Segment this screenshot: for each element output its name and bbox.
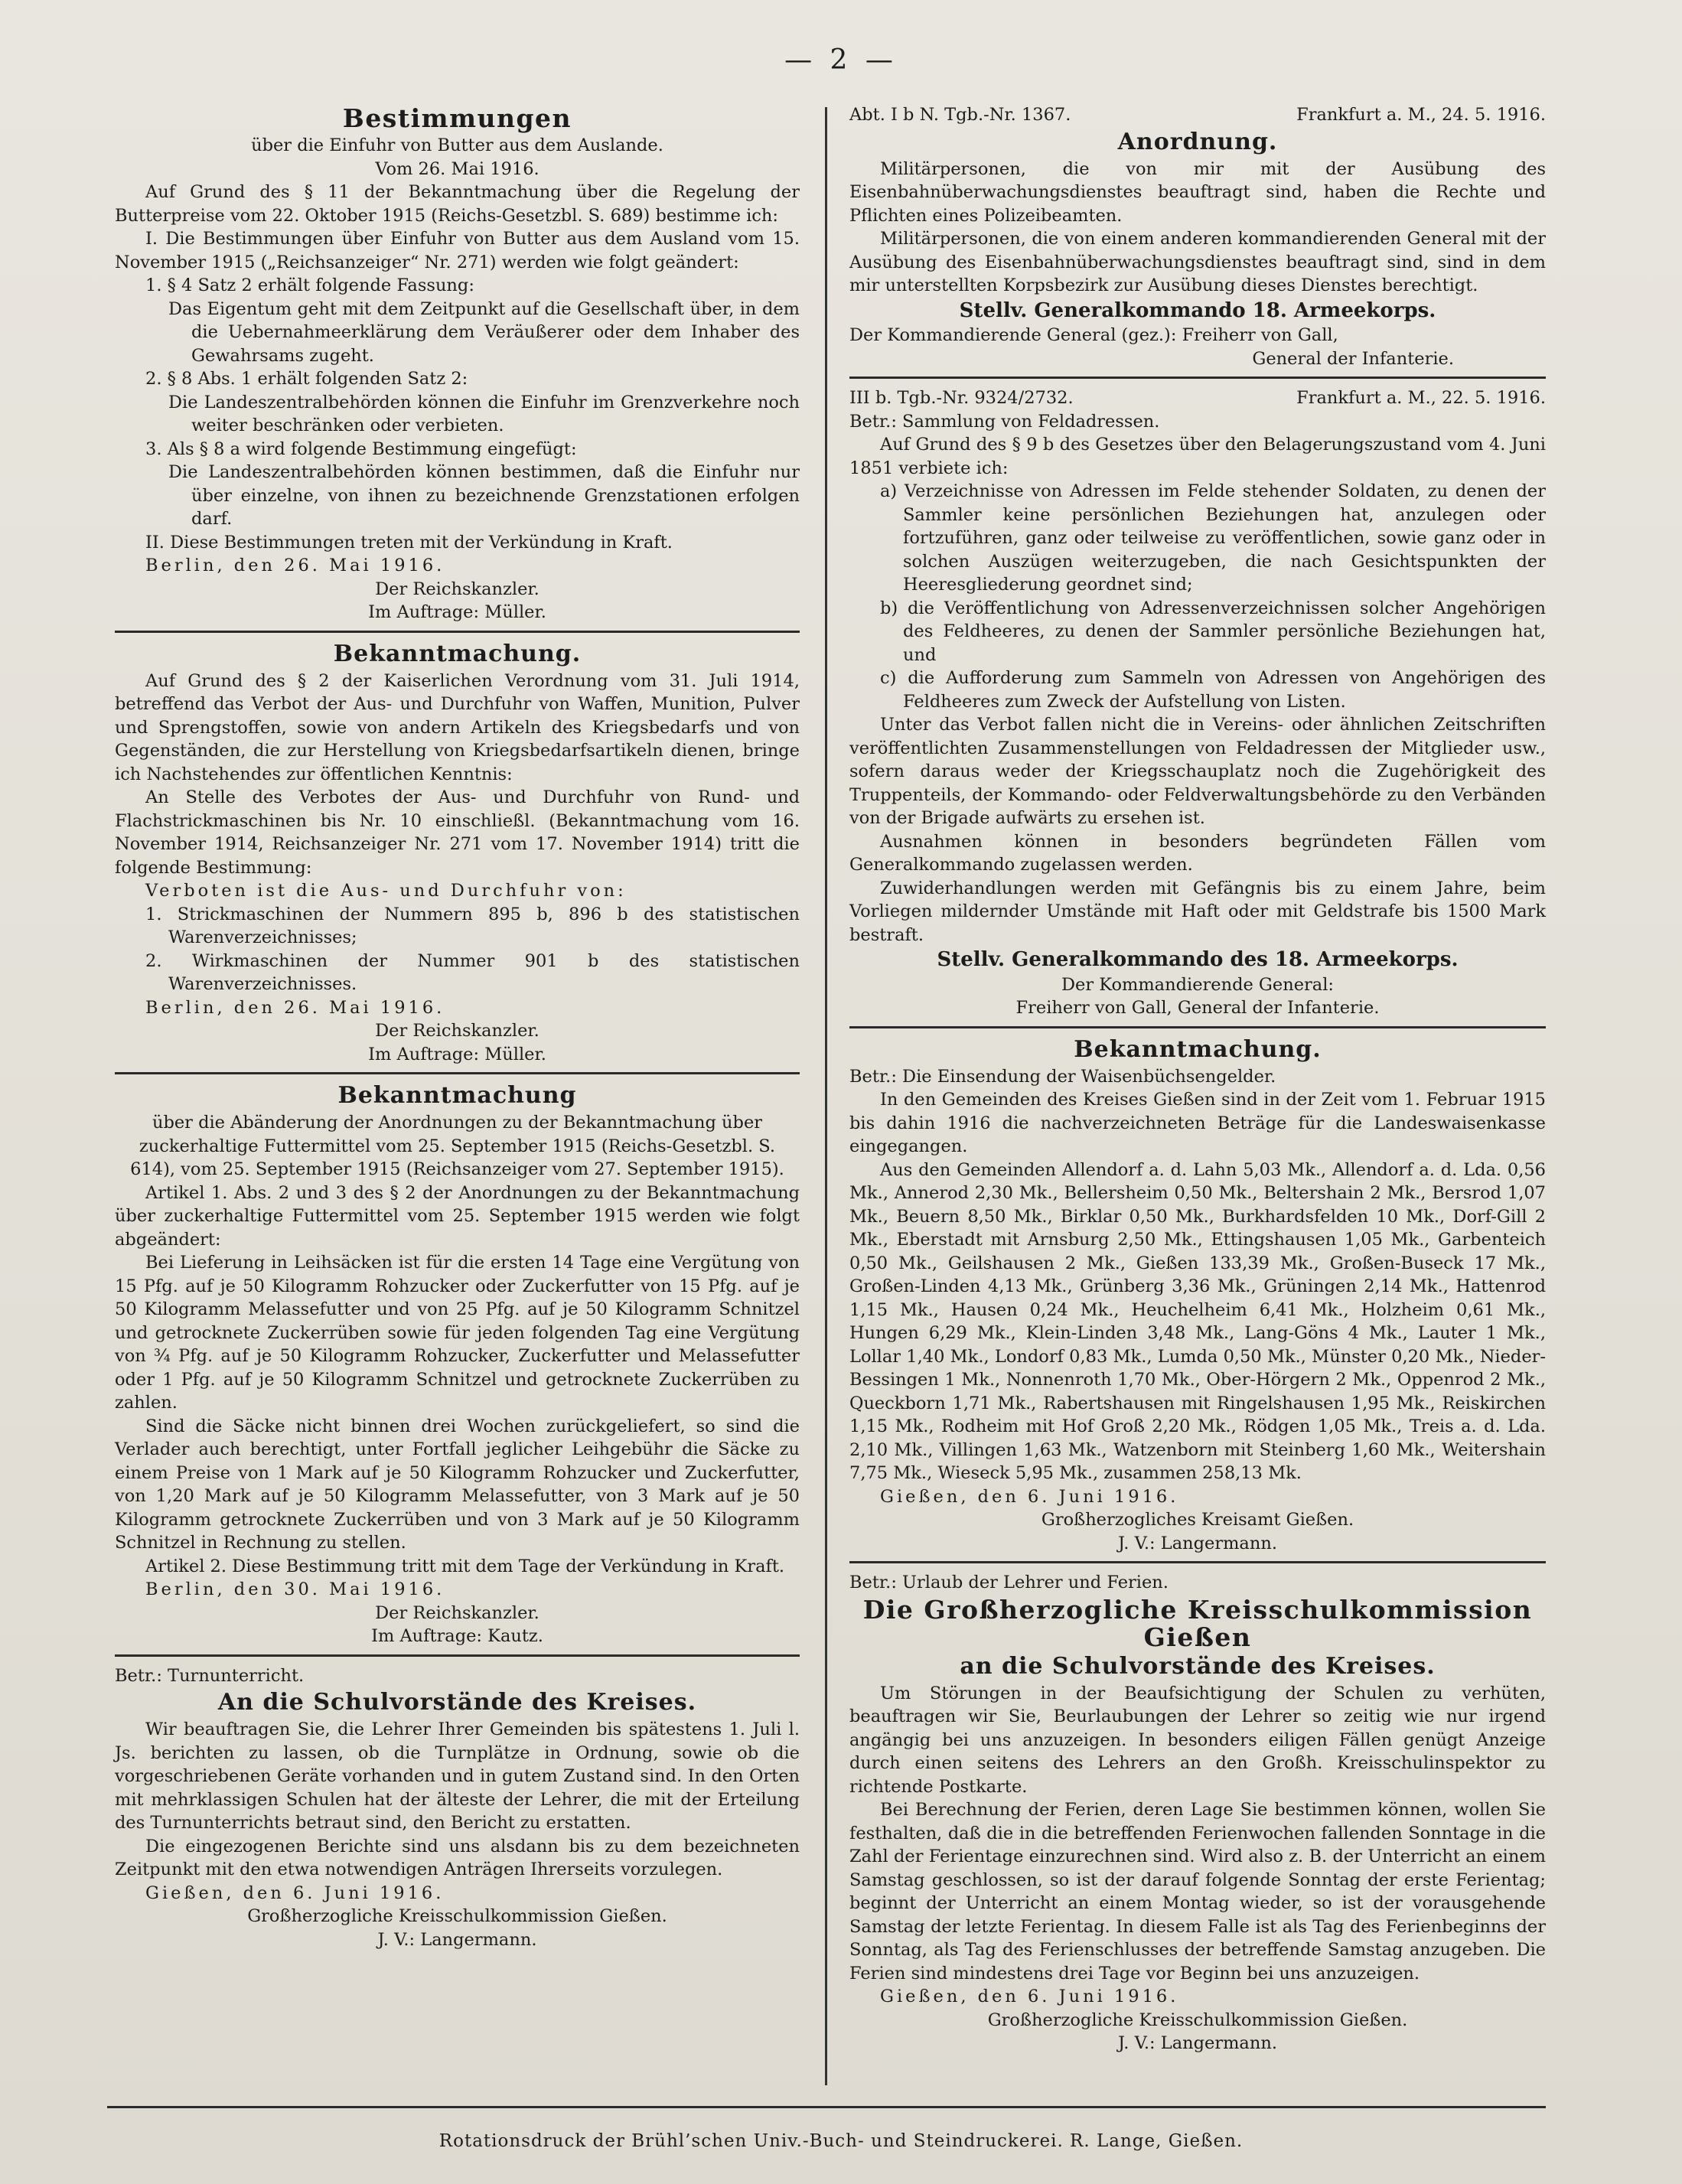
- list-item: c) die Aufforderung zum Sammeln von Adressen von Angehörigen des Feldheeres zum Zweck der Aufstellung von Listen.: [880, 668, 1546, 712]
- section-title: An die Schulvorstände des Kreises.: [217, 1689, 697, 1716]
- paragraph: An Stelle des Verbotes der Aus- und Durchfuhr von Rund- und Flachstrickmaschinen bis Nr. 10 einschließl. (Bekanntmachung vom 16. November 1914, Reichsanzeiger Nr. 271 vom 17. November 1914) tritt die folgende Bestimmung:: [115, 787, 800, 878]
- signature-line: Im Auftrage: Kautz.: [371, 1626, 543, 1646]
- paragraph: Bei Berechnung der Ferien, deren Lage Sie bestimmen können, wollen Sie festhalten, daß die in die betreffenden Ferienwochen fallenden Sonntage in die Zahl der Ferientage einzurechnen sind. Wird also z. B. der Unterricht an einem Samstag geschlossen, so ist der darauf folgende Sonntag der erste Ferientag; beginnt der Unterricht an einem Montag wieder, so ist der vorausgehende Samstag der letzte Ferientag. In diesem Falle ist als Tag des Ferienbeginns der Sonntag, als Tag des Ferienschlusses der betreffende Samstag anzugeben. Die Ferien sind mindestens drei Tage vor Beginn bei uns anzuzeigen.: [849, 1800, 1546, 1984]
- section-subtitle: an die Schulvorstände des Kreises.: [960, 1652, 1436, 1680]
- paragraph: Ausnahmen können in besonders begründeten Fällen vom Generalkommando zugelassen werden.: [849, 831, 1546, 875]
- section-subtitle: über die Abänderung der Anordnungen zu der Bekanntmachung über zuckerhaltige Futtermittel vom 25. September 1915 (Reichs-Gesetzbl. S. 614), vom 25. September 1915 (Reichsanzeiger vom 27. September 1915).: [130, 1113, 784, 1179]
- section-ferien: [849, 1571, 1546, 2055]
- divider: [849, 376, 1546, 379]
- list-item: 2. Wirkmaschinen der Nummer 901 b des statistischen Warenverzeichnisses.: [145, 950, 800, 994]
- signature-line: Der Reichskanzler.: [375, 1021, 539, 1041]
- section-title: Bekanntmachung.: [1074, 1035, 1322, 1063]
- divider: [115, 631, 800, 633]
- signature-line: Großherzogliches Kreisamt Gießen.: [1041, 1510, 1354, 1530]
- paragraph: Sind die Säcke nicht binnen drei Wochen zurückgeliefert, so sind die Verlader auch berechtigt, unter Fortfall jeglicher Leihgebühr die Säcke zu einem Preise von 1 Mark auf je 50 Kilogramm Rohzucker und Zuckerfutter, von 1,20 Mark auf je 50 Kilogramm Melassefutter, von 3 Mark auf je 50 Kilogramm getrocknete Zuckerrüben und von 3 Mark auf je 50 Kilogramm Schnitzel in Rechnung zu stellen.: [115, 1416, 800, 1553]
- signature-line: Großherzogliche Kreisschulkommission Gießen.: [987, 2010, 1408, 2030]
- paragraph: Militärpersonen, die von mir mit der Ausübung des Eisenbahnüberwachungsdienstes beauftragt sind, haben die Rechte und Pflichten eines Polizeibeamten.: [849, 158, 1546, 226]
- place-date: Gießen, den 6. Juni 1916.: [145, 1882, 445, 1903]
- section-subtitle: über die Einfuhr von Butter aus dem Auslande.: [251, 135, 663, 155]
- paragraph: I. Die Bestimmungen über Einfuhr von Butter aus dem Ausland vom 15. November 1915 („Reichsanzeiger“ Nr. 271) werden wie folgt geändert:: [115, 229, 800, 272]
- divider: [115, 1654, 800, 1657]
- paragraph: In den Gemeinden des Kreises Gießen sind in der Zeit vom 1. Februar 1915 bis dahin 1916 die nachverzeichneten Beträge für die Landeswaisenkasse eingegangen.: [849, 1090, 1546, 1156]
- reference-line: [849, 386, 1546, 410]
- section-title: Bekanntmachung: [337, 1082, 577, 1109]
- paragraph: Aus den Gemeinden Allendorf a. d. Lahn 5,03 Mk., Allendorf a. d. Lda. 0,56 Mk., Annerod 2,30 Mk., Bellersheim 0,50 Mk., Beltershain 2 Mk., Bersrod 1,07 Mk., Beuern 8,50 Mk., Birklar 0,50 Mk., Burkhardsfelden 10 Mk., Dorf-Gill 2 Mk., Eberstadt mit Arnsburg 2,50 Mk., Ettingshausen 1,05 Mk., Garbenteich 0,50 Mk., Geilshausen 2 Mk., Gießen 133,39 Mk., Großen-Buseck 17 Mk., Großen-Linden 4,13 Mk., Grünberg 3,36 Mk., Grüningen 2,14 Mk., Hattenrod 1,15 Mk., Hausen 0,24 Mk., Heuchelheim 6,41 Mk., Holzheim 0,61 Mk., Hungen 6,29 Mk., Klein-Linden 3,48 Mk., Lang-Göns 4 Mk., Lauter 1 Mk., Lollar 1,40 Mk., Londorf 0,83 Mk., Lumda 0,50 Mk., Münster 0,20 Mk., Nieder-Bessingen 1 Mk., Nonnenroth 1,70 Mk., Ober-Hörgern 2 Mk., Oppenrod 2 Mk., Queckborn 1,71 Mk., Rabertshausen mit Ringelshausen 1,95 Mk., Reiskirchen 1,15 Mk., Rodheim mit Hof Groß 2,20 Mk., Rödgen 1,05 Mk., Treis a. d. Lda. 2,10 Mk., Villingen 1,63 Mk., Watzenborn mit Steinberg 1,60 Mk., Weitershain 7,75 Mk., Wieseck 5,95 Mk., zusammen 258,13 Mk.: [849, 1159, 1546, 1483]
- list-item: b) die Veröffentlichung von Adressenverzeichnissen solcher Angehörigen des Feldheeres, zu denen der Sammler persönliche Beziehungen hat, und: [880, 598, 1546, 665]
- footer-divider: [107, 2106, 1546, 2108]
- paragraph: Bei Lieferung in Leihsäcken ist für die ersten 14 Tage eine Vergütung von 15 Pfg. auf je 50 Kilogramm Rohzucker oder Zuckerfutter von 15 Pfg. auf je 50 Kilogramm Melassefutter und von 25 Pfg. auf je 50 Kilogramm Schnitzel und getrocknete Zuckerrüben sowie für jeden folgenden Tag eine Vergütung von ¾ Pfg. auf je 50 Kilogramm Rohzucker, Zuckerfutter und Melassefutter oder 1 Pfg. auf je 50 Kilogramm Schnitzel und getrocknete Zuckerrüben zu zahlen.: [115, 1253, 800, 1413]
- place-date: Frankfurt a. M., 24. 5. 1916.: [1296, 105, 1546, 125]
- signature-line: J. V.: Langermann.: [377, 1929, 537, 1950]
- signature-line: J. V.: Langermann.: [1118, 1533, 1277, 1553]
- subject-line: Betr.: Urlaub der Lehrer und Ferien.: [849, 1573, 1169, 1592]
- place-date: Berlin, den 26. Mai 1916.: [145, 556, 445, 575]
- subject-line: Betr.: Sammlung von Feldadressen.: [849, 411, 1160, 432]
- section-waisengelder: [849, 1036, 1546, 1556]
- signature-line: Freiherr von Gall, General der Infanterie.: [1015, 998, 1380, 1018]
- paragraph: Artikel 1. Abs. 2 und 3 des § 2 der Anordnungen zu der Bekanntmachung über zuckerhaltige Futtermittel vom 25. September 1915 werden wie folgt abgeändert:: [115, 1182, 800, 1250]
- section-turnunterricht: [115, 1664, 800, 1952]
- paragraph: Die eingezogenen Berichte sind uns alsdann bis zu dem bezeichneten Zeitpunkt mit den etwa notwendigen Anträgen Ihrerseits vorzulegen.: [115, 1836, 800, 1879]
- subject-line: Betr.: Turnunterricht.: [115, 1665, 305, 1686]
- section-butter: [115, 105, 800, 624]
- list-item: 3. Als § 8 a wird folgende Bestimmung eingefügt:: [145, 438, 577, 459]
- section-strickmaschinen: [115, 641, 800, 1067]
- signature-line: Der Reichskanzler.: [375, 579, 539, 599]
- place-date: Berlin, den 30. Mai 1916.: [145, 1579, 445, 1599]
- paragraph: Wir beauftragen Sie, die Lehrer Ihrer Gemeinden bis spätestens 1. Juli l. Js. berichten zu lassen, ob die Turnplätze in Ordnung, sowie ob die vorgeschriebenen Geräte vorhanden und in gutem Zustand sind. In den Orten mit mehrklassigen Schulen hat der älteste der Lehrer, die mit der Erteilung des Turnunterrichts betraut sind, den Bericht zu erstatten.: [115, 1719, 800, 1833]
- list-item: 1. § 4 Satz 2 erhält folgende Fassung:: [145, 275, 474, 295]
- section-title: Bestimmungen: [342, 103, 572, 133]
- list-item: 1. Strickmaschinen der Nummern 895 b, 896 b des statistischen Warenverzeichnisses;: [145, 904, 800, 947]
- authority: Stellv. Generalkommando des 18. Armeekorps.: [937, 948, 1459, 971]
- paragraph: Auf Grund des § 11 der Bekanntmachung über die Regelung der Butterpreise vom 22. Oktober 1915 (Reichs-Gesetzbl. S. 689) bestimme ich:: [115, 182, 800, 226]
- signature-line: Im Auftrage: Müller.: [368, 1044, 546, 1064]
- left-column: [115, 103, 800, 1951]
- reference-line: [849, 103, 1546, 127]
- signature-line: Der Kommandierende General:: [1061, 974, 1334, 995]
- paragraph: Auf Grund des § 2 der Kaiserlichen Verordnung vom 31. Juli 1914, betreffend das Verbot der Aus- und Durchfuhr von Waffen, Munition, Pulver und Sprengstoffen, sowie von andern Artikeln des Kriegsbedarfs und von Gegenständen, die zur Herstellung von Kriegsbedarfsartikeln dienen, bringe ich Nachstehendes zur öffentlichen Kenntnis:: [115, 670, 800, 784]
- section-title: Anordnung.: [1117, 128, 1278, 155]
- paragraph: Um Störungen in der Beaufsichtigung der Schulen zu verhüten, beauftragen wir Sie, Beurlaubungen der Lehrer so zeitig wie nur irgend angängig bei uns anzuzeigen. In besonders eiligen Fällen genügt Anzeige durch einen seitens des Lehrers an den Großh. Kreisschulinspektor zu richtende Postkarte.: [849, 1683, 1546, 1797]
- list-item: 2. § 8 Abs. 1 erhält folgenden Satz 2:: [145, 369, 468, 389]
- reference-number: III b. Tgb.-Nr. 9324/2732.: [849, 388, 1074, 408]
- section-anordnung: [849, 103, 1546, 370]
- column-divider: [825, 107, 827, 2085]
- divider: [115, 1072, 800, 1074]
- divider: [849, 1561, 1546, 1563]
- paragraph: Verboten ist die Aus- und Durchfuhr von:: [145, 881, 627, 901]
- section-title: Bekanntmachung.: [333, 640, 582, 667]
- section-feldadressen: [849, 386, 1546, 1020]
- section-title: Die Großherzogliche Kreisschulkommission Gießen: [862, 1594, 1533, 1652]
- section-futtermittel: [115, 1082, 800, 1648]
- signature-line: Der Reichskanzler.: [375, 1602, 539, 1623]
- paragraph: Auf Grund des § 9 b des Gesetzes über den Belagerungszustand vom 4. Juni 1851 verbiete ich:: [849, 435, 1546, 478]
- signature-line: J. V.: Langermann.: [1118, 2033, 1277, 2053]
- paragraph: Militärpersonen, die von einem anderen kommandierenden General mit der Ausübung des Eisenbahnüberwachungsdienstes beauftragt sind, sind in dem mir unterstellten Korpsbezirk zur Ausübung dieses Dienstes berechtigt.: [849, 229, 1546, 295]
- reference-number: Abt. I b N. Tgb.-Nr. 1367.: [849, 105, 1071, 125]
- place-date: Gießen, den 6. Juni 1916.: [880, 1987, 1179, 2006]
- paragraph: Artikel 2. Diese Bestimmung tritt mit dem Tage der Verkündung in Kraft.: [145, 1556, 785, 1576]
- quote: Die Landeszentralbehörden können die Einfuhr im Grenzverkehre noch weiter beschränken oder verbieten.: [168, 392, 800, 435]
- subject-line: Betr.: Die Einsendung der Waisenbüchsengelder.: [849, 1066, 1276, 1087]
- right-column: [849, 103, 1546, 2055]
- paragraph: II. Diese Bestimmungen treten mit der Verkündung in Kraft.: [145, 532, 673, 553]
- signature-line: Im Auftrage: Müller.: [368, 602, 546, 622]
- signature-line: Der Kommandierende General (gez.): Freiherr von Gall,: [849, 325, 1338, 345]
- list-item: a) Verzeichnisse von Adressen im Felde stehender Soldaten, zu denen der Sammler keine persönlichen Beziehungen hat, anzulegen oder fortzuführen, ganz oder teilweise zu veröffentlichen, sowie ganz oder in solchen Auszügen weiterzugeben, die nach Gesichtspunkten der Heeresgliederung geordnet sind;: [880, 481, 1546, 595]
- signature-line: Großherzogliche Kreisschulkommission Gießen.: [247, 1906, 667, 1926]
- printer-imprint: Rotationsdruck der Brühl’schen Univ.-Buch- und Steindruckerei. R. Lange, Gießen.: [438, 2131, 1244, 2151]
- divider: [849, 1026, 1546, 1028]
- place-date: Berlin, den 26. Mai 1916.: [145, 997, 445, 1018]
- section-date: Vom 26. Mai 1916.: [375, 158, 539, 179]
- page-number: — 2 —: [784, 44, 898, 76]
- place-date: Gießen, den 6. Juni 1916.: [880, 1486, 1179, 1507]
- paragraph: Unter das Verbot fallen nicht die in Vereins- oder ähnlichen Zeitschriften veröffentlichten Zusammenstellungen von Feldadressen der Mitglieder usw., sofern daraus weder der Kriegsschauplatz noch die Zugehörigkeit des Truppenteils, der Kommando- oder Feldverwaltungsbehörde zu den Verbänden von der Brigade aufwärts zu ersehen ist.: [849, 715, 1546, 828]
- quote: Die Landeszentralbehörden können bestimmen, daß die Einfuhr nur über einzelne, von ihnen zu bezeichnende Grenzstationen erfolgen darf.: [168, 462, 800, 529]
- authority: Stellv. Generalkommando 18. Armeekorps.: [959, 298, 1436, 322]
- paragraph: Zuwiderhandlungen werden mit Gefängnis bis zu einem Jahre, beim Vorliegen mildernder Umstände mit Haft oder mit Geldstrafe bis 1500 Mark bestraft.: [849, 878, 1546, 945]
- place-date: Frankfurt a. M., 22. 5. 1916.: [1296, 388, 1546, 408]
- quote: Das Eigentum geht mit dem Zeitpunkt auf die Gesellschaft über, in dem die Uebernahmeerklärung dem Veräußerer oder dem Inhaber des Gewahrsams zugeht.: [168, 298, 800, 366]
- signature-line: General der Infanterie.: [1252, 348, 1454, 369]
